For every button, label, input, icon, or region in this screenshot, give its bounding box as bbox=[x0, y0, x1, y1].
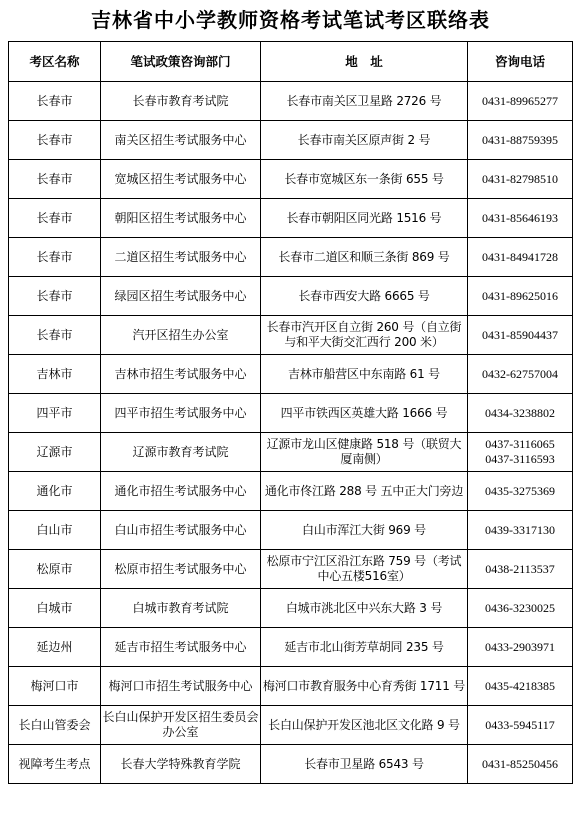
phone-cell bbox=[468, 160, 573, 199]
address-cell: 长春市南关区卫星路 2726 号 bbox=[261, 82, 468, 121]
phone-number: 0437-3116593 bbox=[485, 452, 555, 466]
phone-cell bbox=[468, 550, 573, 589]
phone-number: 0437-3116065 bbox=[485, 437, 555, 451]
phone-cell bbox=[468, 745, 573, 784]
dept-cell: 延吉市招生考试服务中心 bbox=[101, 628, 261, 667]
area-cell: 吉林市 bbox=[9, 355, 101, 394]
dept-cell: 吉林市招生考试服务中心 bbox=[101, 355, 261, 394]
dept-cell: 白山市招生考试服务中心 bbox=[101, 511, 261, 550]
phone-number: 0433-2903971 bbox=[485, 639, 555, 654]
header-dept: 笔试政策咨询部门 bbox=[101, 42, 261, 82]
dept-cell: 通化市招生考试服务中心 bbox=[101, 472, 261, 511]
area-cell: 松原市 bbox=[9, 550, 101, 589]
phone-cell bbox=[468, 238, 573, 277]
phone-cell bbox=[468, 82, 573, 121]
phone-number: 0439-3317130 bbox=[485, 522, 555, 537]
phone-number: 0436-3230025 bbox=[485, 600, 555, 615]
area-cell: 长春市 bbox=[9, 238, 101, 277]
phone-number: 0431-85250456 bbox=[482, 756, 558, 771]
table-row bbox=[9, 316, 573, 355]
phone-cell bbox=[468, 472, 573, 511]
area-cell: 长春市 bbox=[9, 121, 101, 160]
area-cell: 长春市 bbox=[9, 277, 101, 316]
phone-number: 0431-85646193 bbox=[482, 210, 558, 225]
address-cell: 长春市朝阳区同光路 1516 号 bbox=[261, 199, 468, 238]
dept-cell: 梅河口市招生考试服务中心 bbox=[101, 667, 261, 706]
area-cell: 通化市 bbox=[9, 472, 101, 511]
phone-cell bbox=[468, 277, 573, 316]
phone-number: 0431-82798510 bbox=[482, 171, 558, 186]
dept-cell: 绿园区招生考试服务中心 bbox=[101, 277, 261, 316]
dept-cell: 长白山保护开发区招生委员会办公室 bbox=[101, 706, 261, 745]
table-row bbox=[9, 433, 573, 472]
phone-number: 0431-84941728 bbox=[482, 249, 558, 264]
table-row bbox=[9, 277, 573, 316]
dept-cell: 松原市招生考试服务中心 bbox=[101, 550, 261, 589]
address-cell: 通化市佟江路 288 号 五中正大门旁边 bbox=[261, 472, 468, 511]
area-cell: 白山市 bbox=[9, 511, 101, 550]
table-row bbox=[9, 745, 573, 784]
table-row bbox=[9, 238, 573, 277]
table-body bbox=[9, 82, 573, 784]
page-title: 吉林省中小学教师资格考试笔试考区联络表 bbox=[91, 8, 490, 32]
address-cell: 长春市宽城区东一条街 655 号 bbox=[261, 160, 468, 199]
area-cell: 长白山管委会 bbox=[9, 706, 101, 745]
table-row bbox=[9, 121, 573, 160]
phone-number: 0432-62757004 bbox=[482, 366, 558, 381]
address-cell: 长春市卫星路 6543 号 bbox=[261, 745, 468, 784]
phone-cell bbox=[468, 394, 573, 433]
area-cell: 长春市 bbox=[9, 316, 101, 355]
table-row bbox=[9, 589, 573, 628]
table-row bbox=[9, 706, 573, 745]
phone-number: 0438-2113537 bbox=[485, 561, 555, 576]
table-row bbox=[9, 82, 573, 121]
table-row bbox=[9, 511, 573, 550]
phone-number: 0431-85904437 bbox=[482, 327, 558, 342]
table-row bbox=[9, 667, 573, 706]
phone-number: 0433-5945117 bbox=[485, 717, 555, 732]
address-cell: 四平市铁西区英雄大路 1666 号 bbox=[261, 394, 468, 433]
dept-cell: 长春市教育考试院 bbox=[101, 82, 261, 121]
area-cell: 长春市 bbox=[9, 199, 101, 238]
table-row bbox=[9, 550, 573, 589]
phone-cell bbox=[468, 511, 573, 550]
address-cell: 长春市二道区和顺三条街 869 号 bbox=[261, 238, 468, 277]
table-row bbox=[9, 472, 573, 511]
dept-cell: 宽城区招生考试服务中心 bbox=[101, 160, 261, 199]
area-cell: 视障考生考点 bbox=[9, 745, 101, 784]
dept-cell: 汽开区招生办公室 bbox=[101, 316, 261, 355]
phone-number: 0435-4218385 bbox=[485, 678, 555, 693]
area-cell: 白城市 bbox=[9, 589, 101, 628]
dept-cell: 四平市招生考试服务中心 bbox=[101, 394, 261, 433]
header-row bbox=[9, 42, 573, 82]
address-cell: 辽源市龙山区健康路 518 号（联贸大厦南侧） bbox=[261, 433, 468, 472]
phone-number: 0431-89625016 bbox=[482, 288, 558, 303]
dept-cell: 南关区招生考试服务中心 bbox=[101, 121, 261, 160]
phone-cell bbox=[468, 199, 573, 238]
address-cell: 梅河口市教育服务中心育秀街 1711 号 bbox=[261, 667, 468, 706]
address-cell: 松原市宁江区沿江东路 759 号（考试中心五楼516室） bbox=[261, 550, 468, 589]
area-cell: 长春市 bbox=[9, 82, 101, 121]
phone-cell bbox=[468, 589, 573, 628]
header-address: 地 址 bbox=[261, 42, 468, 82]
phone-number: 0431-89965277 bbox=[482, 93, 558, 108]
address-cell: 吉林市船营区中东南路 61 号 bbox=[261, 355, 468, 394]
phone-number: 0435-3275369 bbox=[485, 483, 555, 498]
header-phone: 咨询电话 bbox=[468, 42, 573, 82]
address-cell: 延吉市北山街芳草胡同 235 号 bbox=[261, 628, 468, 667]
address-cell: 长春市西安大路 6665 号 bbox=[261, 277, 468, 316]
header-area: 考区名称 bbox=[9, 42, 101, 82]
phone-cell bbox=[468, 433, 573, 472]
area-cell: 延边州 bbox=[9, 628, 101, 667]
dept-cell: 朝阳区招生考试服务中心 bbox=[101, 199, 261, 238]
phone-cell bbox=[468, 706, 573, 745]
phone-number: 0431-88759395 bbox=[482, 132, 558, 147]
table-row bbox=[9, 160, 573, 199]
phone-cell bbox=[468, 121, 573, 160]
dept-cell: 长春大学特殊教育学院 bbox=[101, 745, 261, 784]
phone-cell bbox=[468, 667, 573, 706]
area-cell: 辽源市 bbox=[9, 433, 101, 472]
address-cell: 白山市浑江大街 969 号 bbox=[261, 511, 468, 550]
address-cell: 长白山保护开发区池北区文化路 9 号 bbox=[261, 706, 468, 745]
dept-cell: 辽源市教育考试院 bbox=[101, 433, 261, 472]
address-cell: 长春市南关区原声街 2 号 bbox=[261, 121, 468, 160]
table-row bbox=[9, 394, 573, 433]
phone-cell bbox=[468, 355, 573, 394]
phone-number: 0434-3238802 bbox=[485, 405, 555, 420]
area-cell: 长春市 bbox=[9, 160, 101, 199]
area-cell: 梅河口市 bbox=[9, 667, 101, 706]
address-cell: 长春市汽开区自立街 260 号（自立街与和平大街交汇西行 200 米） bbox=[261, 316, 468, 355]
table-row bbox=[9, 628, 573, 667]
area-cell: 四平市 bbox=[9, 394, 101, 433]
phone-cell bbox=[468, 628, 573, 667]
dept-cell: 二道区招生考试服务中心 bbox=[101, 238, 261, 277]
table-row bbox=[9, 199, 573, 238]
contact-table bbox=[8, 41, 573, 784]
table-row bbox=[9, 355, 573, 394]
address-cell: 白城市洮北区中兴东大路 3 号 bbox=[261, 589, 468, 628]
phone-cell bbox=[468, 316, 573, 355]
dept-cell: 白城市教育考试院 bbox=[101, 589, 261, 628]
